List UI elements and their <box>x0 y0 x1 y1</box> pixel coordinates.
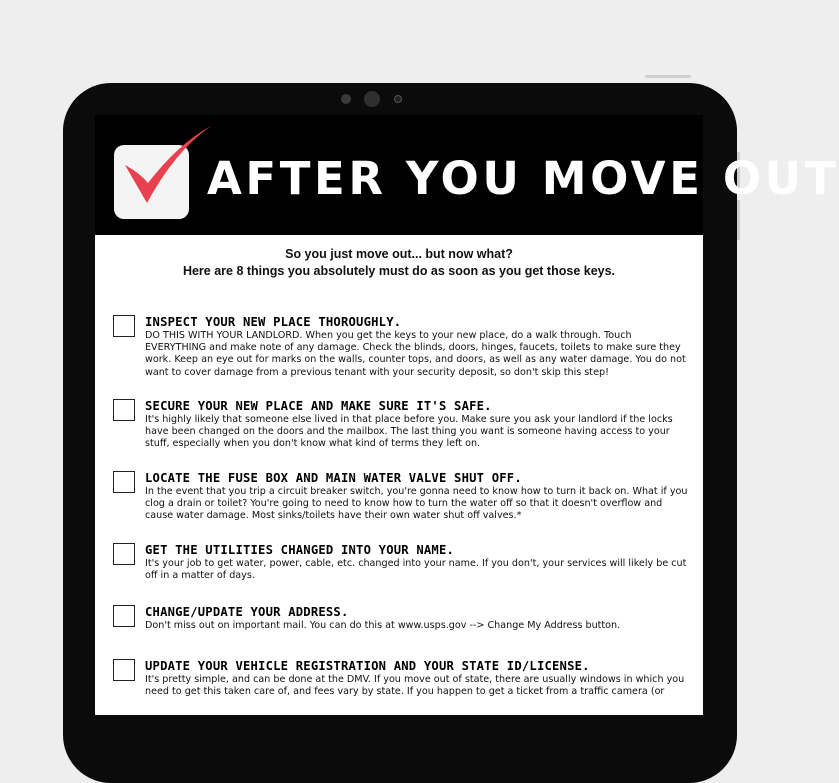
item-description: It's your job to get water, power, cable, etc. changed into your name. If you don't, your services will likely be cut off in a matter of days. <box>145 558 687 582</box>
item-heading: CHANGE/UPDATE YOUR ADDRESS. <box>145 605 349 619</box>
intro-text <box>95 246 703 280</box>
checkbox[interactable] <box>113 659 135 681</box>
header-banner <box>95 115 839 235</box>
item-description: It's highly likely that someone else lived in that place before you. Make sure you ask your landlord if the locks have been changed on the doors and the mailbox. The last thing you want is someone having access to your stuff, especially when you don't know what kind of terms they left on. <box>145 414 673 450</box>
checkbox[interactable] <box>113 471 135 493</box>
intro-line-2: Here are 8 things you absolutely must do as soon as you get those keys. <box>182 264 616 278</box>
page-title: AFTER YOU MOVE OUT <box>207 152 839 205</box>
checkbox[interactable] <box>113 399 135 421</box>
sensor-dot <box>341 94 351 104</box>
item-heading: INSPECT YOUR NEW PLACE THOROUGHLY. <box>145 315 402 329</box>
item-description: Don't miss out on important mail. You can do this at www.usps.gov --> Change My Address button. <box>145 620 621 631</box>
red-check-icon <box>109 125 219 215</box>
tablet-screen <box>95 115 839 715</box>
item-heading: SECURE YOUR NEW PLACE AND MAKE SURE IT'S SAFE. <box>145 399 492 413</box>
front-camera-icon <box>364 91 380 107</box>
item-heading: LOCATE THE FUSE BOX AND MAIN WATER VALVE SHUT OFF. <box>145 471 522 485</box>
tablet-top-button <box>645 75 691 78</box>
item-description: In the event that you trip a circuit breaker switch, you're gonna need to know how to turn it back on. What if you clog a drain or toilet? You're going to need to know how to turn the water off so that it doesn't overflow and cause water damage. Most sinks/toilets have their own water shut off valves.* <box>145 486 688 522</box>
item-description: It's pretty simple, and can be done at the DMV. If you move out of state, there are usually windows in which you need to get this taken care of, and fees vary by state. If you happen to get a ticket from a traffic camera (or <box>145 674 685 698</box>
item-heading: GET THE UTILITIES CHANGED INTO YOUR NAME. <box>145 543 455 557</box>
checkbox[interactable] <box>113 315 135 337</box>
checkbox[interactable] <box>113 605 135 627</box>
checkbox[interactable] <box>113 543 135 565</box>
intro-line-1: So you just move out... but now what? <box>285 247 513 261</box>
light-sensor <box>394 95 402 103</box>
item-description: DO THIS WITH YOUR LANDLORD. When you get the keys to your new place, do a walk through. Touch EVERYTHING and make note of any damage. Check the blinds, doors, hinges, faucets, toilets to make sure they work. Keep an eye out for marks on the walls, counter tops, and doors, as well as any water damage. You do not want to cover damage from a previous tenant with your security deposit, so don't skip this step! <box>145 330 686 378</box>
item-heading: UPDATE YOUR VEHICLE REGISTRATION AND YOUR STATE ID/LICENSE. <box>145 659 590 673</box>
